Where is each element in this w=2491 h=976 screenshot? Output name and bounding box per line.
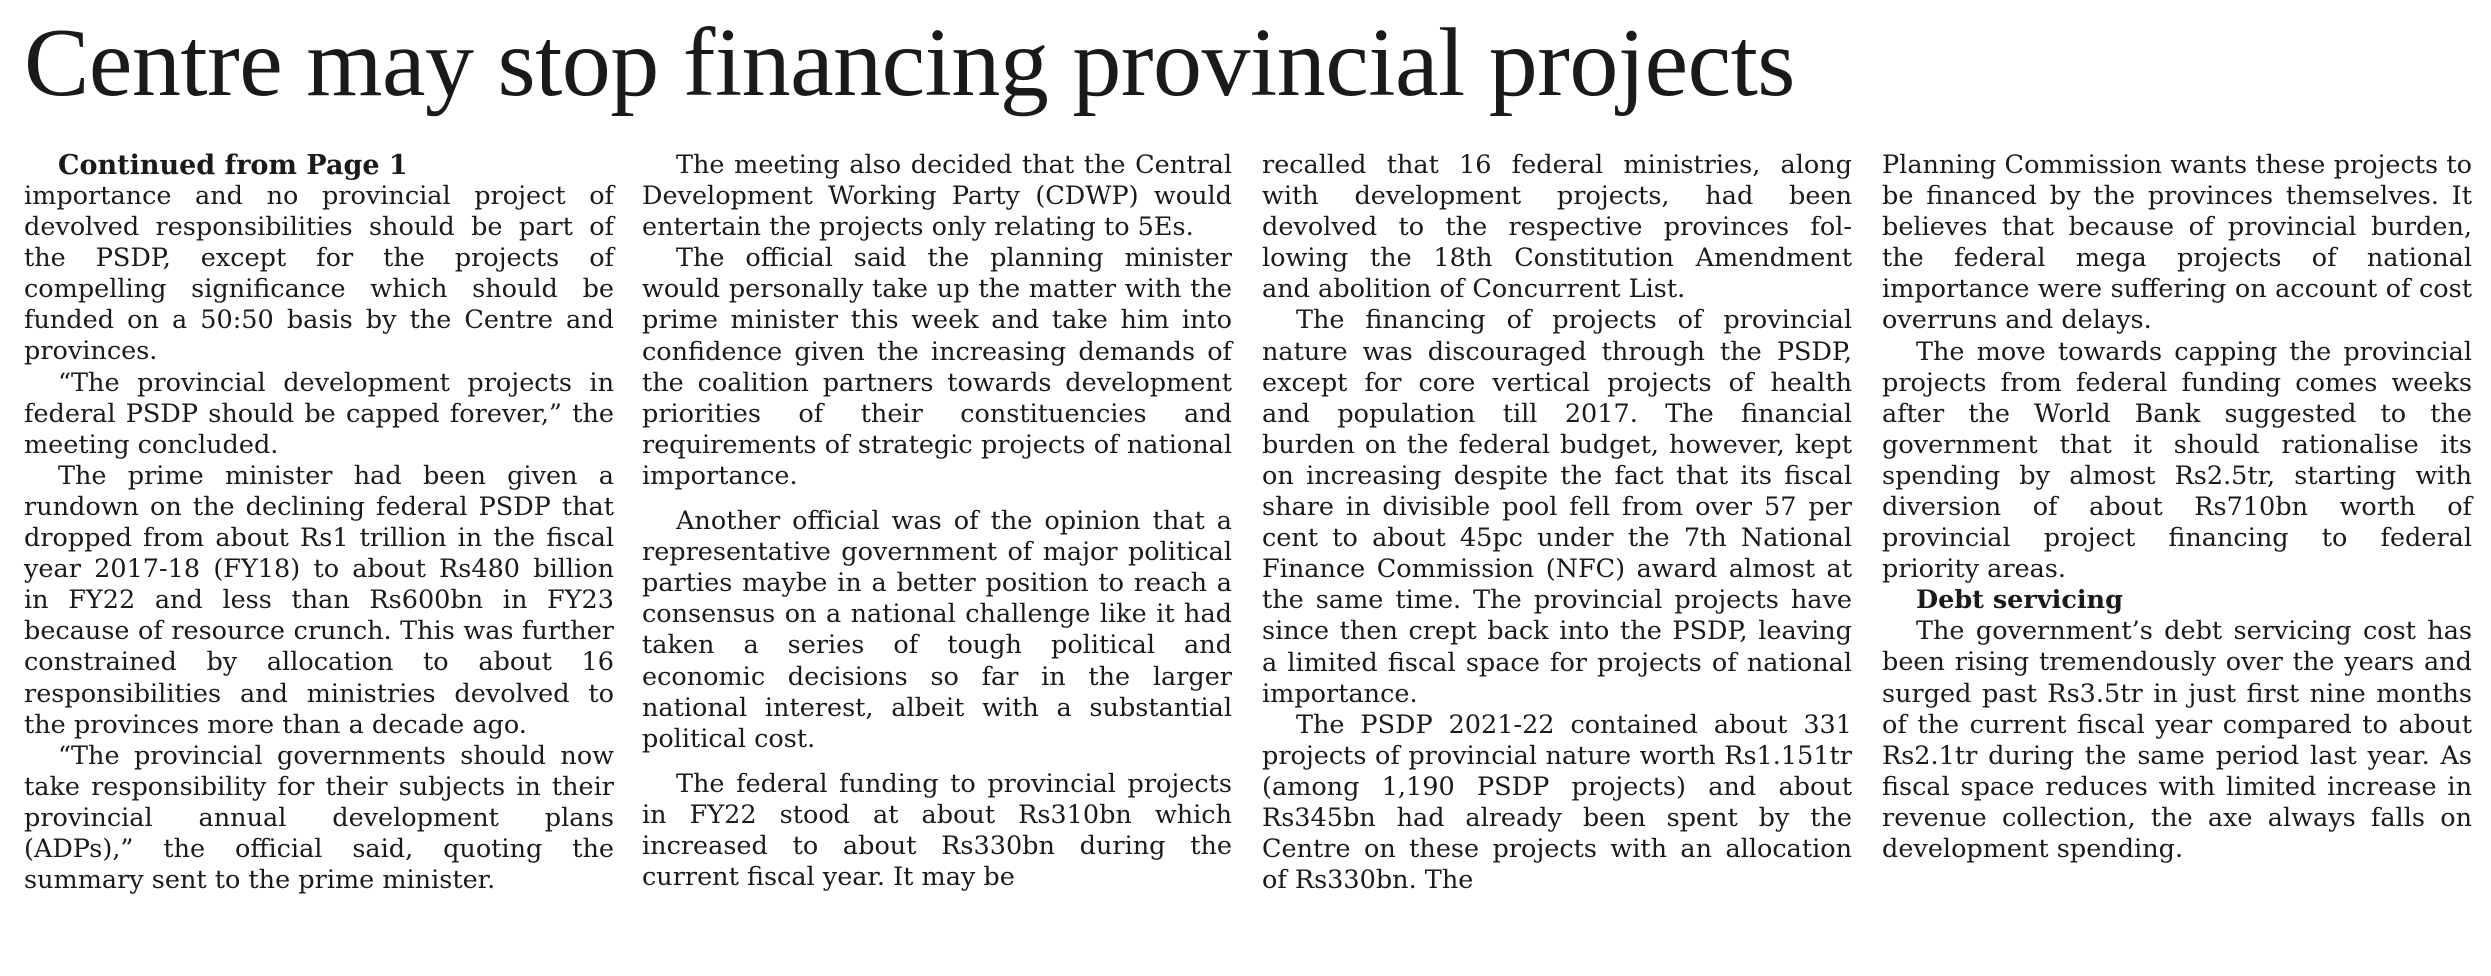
paragraph: The meeting also decided that the Central Development Working Party (CDWP) would entertain the projects only relating to 5Es. — [642, 150, 1232, 243]
subheading-debt-servicing: Debt servicing — [1916, 585, 2123, 616]
paragraph: The official said the planning minister would personally take up the matter with the prime minister this week and take him into confidence given the increasing demands of the coalition partners towards development priorities of their constituencies and requirements of strategic projects of national importance. — [642, 243, 1232, 491]
paragraph: recalled that 16 federal ministries, along with development projects, had been devolved to the respective provinces following the 18th Constitution Amendment and abolition of Concurrent List. — [1262, 150, 1852, 305]
headline: Centre may stop financing provincial projects — [24, 9, 1795, 117]
paragraph: Planning Commission wants these projects to be financed by the provinces themselves. It believes that because of provincial burden, the federal mega projects of national importance were suffering on account of cost overruns and delays. — [1882, 150, 2472, 336]
article-column-3 — [1262, 150, 1852, 896]
paragraph: Another official was of the opinion that a representative government of major political parties maybe in a better position to reach a consensus on a national challenge like it had taken a series of tough political and economic decisions so far in the larger national interest, albeit with a substantial political cost. — [642, 506, 1232, 754]
article-column-2 — [642, 150, 1232, 893]
paragraph: The move towards capping the provincial projects from federal funding comes weeks after the World Bank suggested to the government that it should rationalise its spending by almost Rs2.5tr, starting with diversion of about Rs710bn worth of provincial project financing to federal priority areas. — [1882, 336, 2472, 585]
paragraph: “The provincial governments should now take responsibility for their subjects in their provincial annual development plans (ADPs),” the official said, quoting the summary sent to the prime minister. — [24, 740, 614, 896]
paragraph: “The provincial development projects in federal PSDP should be capped forever,” the meeting concluded. — [24, 367, 614, 460]
paragraph: The federal funding to provincial projects in FY22 stood at about Rs310bn which increased to about Rs330bn during the current fiscal year. It may be — [642, 768, 1232, 893]
paragraph: The financing of projects of provincial nature was discouraged through the PSDP, except for core vertical projects of health and population till 2017. The financial burden on the federal budget, however, kept on increasing despite the fact that its fiscal share in divisible pool fell from over 57 per cent to about 45pc under the 7th National Finance Commission (NFC) award almost at the same time. The provincial projects have since then crept back into the PSDP, leaving a limited fiscal space for projects of national importance. — [1262, 305, 1852, 709]
article-column-1 — [24, 150, 614, 896]
article-column-4 — [1882, 150, 2472, 865]
paragraph: The prime minister had been given a rundown on the declining federal PSDP that dropped from about Rs1 trillion in the fiscal year 2017-18 (FY18) to about Rs480 billion in FY22 and less than Rs600bn in FY23 because of resource crunch. This was further constrained by allocation to about 16 responsibilities and ministries devolved to the provinces more than a decade ago. — [24, 460, 614, 740]
paragraph: The PSDP 2021-22 contained about 331 projects of provincial nature worth Rs1.151tr (among 1,190 PSDP projects) and about Rs345bn had already been spent by the Centre on these projects with an allocation of Rs330bn. The — [1262, 709, 1852, 896]
paragraph: importance and no provincial project of devolved responsibilities should be part of the PSDP, except for the projects of compelling significance which should be funded on a 50:50 basis by the Centre and provinces. — [24, 181, 614, 367]
continued-from-label: Continued from Page 1 — [58, 150, 408, 181]
paragraph: The government’s debt servicing cost has been rising tremendously over the years and surged past Rs3.5tr in just first nine months of the current fiscal year compared to about Rs2.1tr during the same period last year. As fiscal space reduces with limited increase in revenue collection, the axe always falls on development spending. — [1882, 616, 2472, 864]
